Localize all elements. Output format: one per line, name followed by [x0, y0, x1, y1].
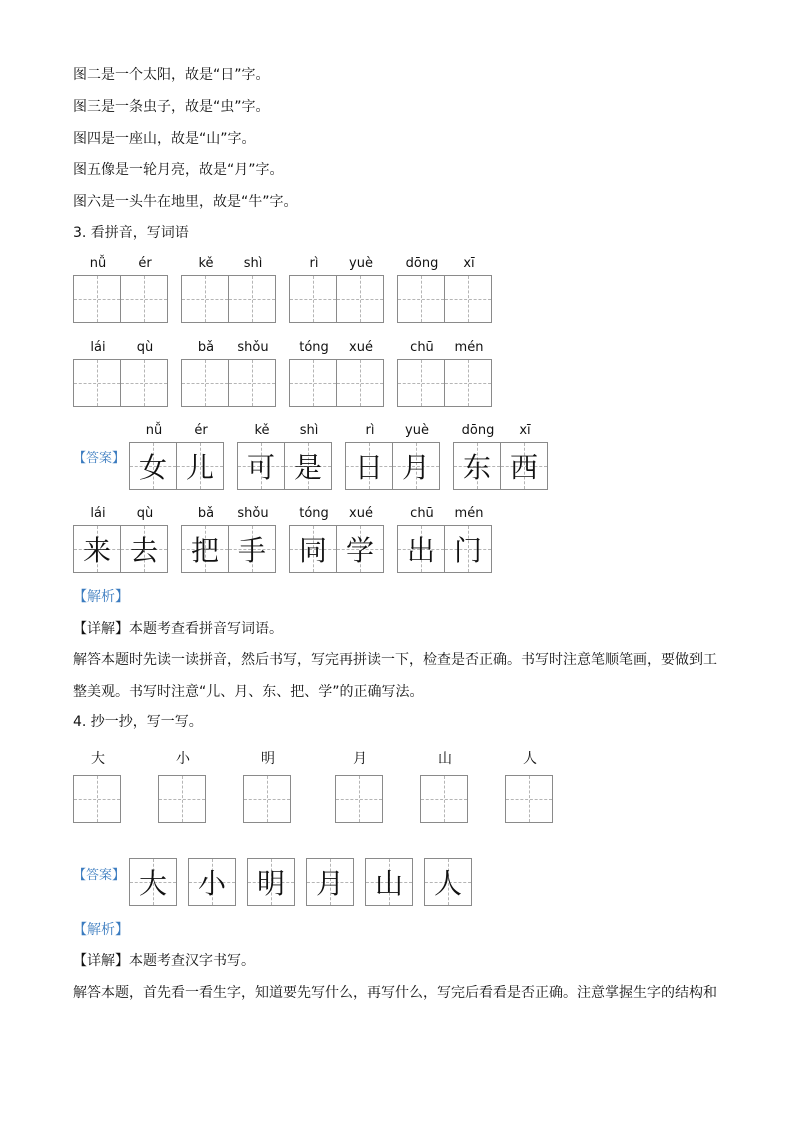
writing-grid-cell[interactable]: [73, 751, 121, 823]
answer-grid-cell: [336, 506, 384, 573]
answer-grid-cell: [176, 423, 224, 490]
question-4-title: 4. 抄一抄，写一写。: [73, 714, 203, 730]
writing-grid-group: [73, 256, 168, 323]
writing-grid-group: [397, 340, 492, 407]
pinyin-label: xī: [519, 423, 531, 438]
answer-tag-q4: 【答案】: [73, 868, 126, 883]
writing-grid-cell[interactable]: [505, 751, 553, 823]
source-character: 明: [261, 751, 275, 767]
writing-grid-group: [289, 256, 384, 323]
analysis-tag-q3: 【解析】: [73, 589, 129, 605]
text-line-2: 图三是一条虫子，故是“虫”字。: [73, 99, 270, 115]
text-line-3: 图四是一座山，故是“山”字。: [73, 131, 256, 147]
source-character: 人: [523, 751, 537, 767]
writing-grid-group: [289, 340, 384, 407]
answer-grid-cell: [129, 858, 177, 906]
copy-write-group: [420, 751, 468, 823]
writing-grid-cell[interactable]: [335, 751, 383, 823]
explain-q3: 解答本题时先读一读拼音，然后书写，写完再拼读一下，检查是否正确。书写时注意笔顺笔画，要做到工整美观。书写时注意“儿、月、东、把、学”的正确写法。: [73, 652, 717, 700]
writing-grid-cell[interactable]: [243, 751, 291, 823]
detail-text-q4: 本题考查汉字书写。: [129, 953, 255, 969]
answer-character: 同: [298, 534, 327, 567]
answer-character: 月: [401, 451, 430, 484]
detail-q4: [73, 952, 255, 970]
answer-character: 大: [138, 867, 167, 900]
answer-character: 女: [138, 451, 167, 484]
pinyin-label: ér: [138, 256, 152, 271]
pinyin-label: chū: [410, 340, 434, 355]
answer-grid-cell: [73, 506, 121, 573]
pinyin-label: shǒu: [237, 506, 269, 521]
pinyin-label: xué: [349, 506, 373, 521]
pinyin-label: shì: [243, 256, 263, 271]
writing-grid-group: [345, 423, 440, 490]
pinyin-label: xī: [463, 256, 475, 271]
answer-grid-cell: [365, 858, 413, 906]
pinyin-label: tóng: [299, 340, 329, 355]
answer-character: 山: [374, 867, 403, 900]
pinyin-label: rì: [365, 423, 375, 438]
explain-q4: 解答本题，首先看一看生字，知道要先写什么，再写什么，写完后看看是否正确。注意掌握生字的结构和: [73, 985, 717, 1001]
writing-grid-cell[interactable]: [444, 340, 492, 407]
answer-group: [188, 858, 236, 906]
answer-character: 去: [129, 534, 158, 567]
pinyin-label: lái: [90, 506, 106, 521]
pinyin-label: kě: [198, 256, 214, 271]
answer-grid-cell: [228, 506, 276, 573]
answer-group: [365, 858, 413, 906]
answer-group: [129, 858, 177, 906]
answer-character: 月: [315, 867, 344, 900]
answer-tag-q3: 【答案】: [73, 451, 126, 466]
writing-grid-group: [73, 506, 168, 573]
writing-grid-cell[interactable]: [120, 256, 168, 323]
pinyin-label: rì: [309, 256, 319, 271]
writing-grid-cell[interactable]: [289, 340, 337, 407]
pinyin-label: bǎ: [197, 506, 215, 521]
writing-grid-cell[interactable]: [336, 256, 384, 323]
answer-character: 来: [82, 534, 111, 567]
writing-grid-group: [181, 256, 276, 323]
writing-grid-cell[interactable]: [73, 256, 121, 323]
answer-grid-cell: [247, 858, 295, 906]
answer-character: 可: [246, 451, 275, 484]
text-line-1: 图二是一个太阳，故是“日”字。: [73, 67, 270, 83]
answer-grid-cell: [188, 858, 236, 906]
writing-grid-group: [181, 340, 276, 407]
answer-grid-cell: [120, 506, 168, 573]
pinyin-label: qù: [136, 340, 154, 355]
text-line-4: 图五像是一轮月亮，故是“月”字。: [73, 162, 284, 178]
pinyin-label: lái: [90, 340, 106, 355]
answer-grid-cell: [289, 506, 337, 573]
pinyin-label: xué: [349, 340, 373, 355]
pinyin-label: dōng: [405, 256, 439, 271]
answer-grid-cell: [129, 423, 177, 490]
question-3-title: 3. 看拼音，写词语: [73, 225, 189, 241]
answer-character: 把: [190, 534, 219, 567]
source-character: 大: [91, 751, 105, 767]
answer-grid-cell: [424, 858, 472, 906]
detail-text-q3: 本题考查看拼音写词语。: [129, 621, 283, 637]
writing-grid-group: [237, 423, 332, 490]
copy-write-group: [158, 751, 206, 823]
pinyin-label: bǎ: [197, 340, 215, 355]
pinyin-label: chū: [410, 506, 434, 521]
answer-grid-cell: [345, 423, 393, 490]
answer-group: [247, 858, 295, 906]
text-line-5: 图六是一头牛在地里，故是“牛”字。: [73, 194, 298, 210]
writing-grid-cell[interactable]: [289, 256, 337, 323]
answer-character: 门: [453, 534, 482, 567]
answer-character: 日: [354, 451, 383, 484]
pinyin-label: yuè: [405, 423, 429, 438]
writing-grid-group: [181, 506, 276, 573]
answer-group: [424, 858, 472, 906]
writing-grid-cell[interactable]: [228, 340, 276, 407]
copy-write-group: [243, 751, 291, 823]
writing-grid-group: [73, 340, 168, 407]
answer-character: 明: [256, 867, 285, 900]
writing-grid-group: [129, 423, 224, 490]
copy-write-group: [505, 751, 553, 823]
writing-grid-cell[interactable]: [181, 256, 229, 323]
answer-character: 人: [433, 867, 462, 900]
copy-write-group: [73, 751, 121, 823]
answer-character: 出: [406, 534, 435, 567]
pinyin-label: shǒu: [237, 340, 269, 355]
pinyin-label: mén: [454, 506, 484, 521]
writing-grid-cell[interactable]: [336, 340, 384, 407]
detail-tag-q3: 【详解】: [73, 621, 129, 637]
answer-grid-cell: [392, 423, 440, 490]
pinyin-label: kě: [254, 423, 270, 438]
writing-grid-cell[interactable]: [397, 256, 445, 323]
answer-grid-cell: [237, 423, 285, 490]
pinyin-label: tóng: [299, 506, 329, 521]
answer-grid-cell: [181, 506, 229, 573]
answer-grid-cell: [306, 858, 354, 906]
copy-write-group: [335, 751, 383, 823]
source-character: 小: [176, 751, 190, 767]
answer-grid-cell: [453, 423, 501, 490]
writing-grid-cell[interactable]: [158, 751, 206, 823]
detail-q3: [73, 620, 283, 638]
writing-grid-cell[interactable]: [120, 340, 168, 407]
writing-grid-cell[interactable]: [228, 256, 276, 323]
answer-character: 手: [237, 534, 266, 567]
writing-grid-group: [289, 506, 384, 573]
writing-grid-cell[interactable]: [181, 340, 229, 407]
answer-character: 东: [462, 451, 491, 484]
answer-character: 学: [345, 534, 374, 567]
writing-grid-group: [397, 506, 492, 573]
writing-grid-group: [397, 256, 492, 323]
answer-character: 是: [293, 451, 322, 484]
pinyin-label: nǚ: [145, 423, 163, 438]
writing-grid-cell[interactable]: [420, 751, 468, 823]
pinyin-label: dōng: [461, 423, 495, 438]
answer-group: [306, 858, 354, 906]
pinyin-label: yuè: [349, 256, 373, 271]
answer-character: 西: [509, 451, 538, 484]
answer-grid-cell: [397, 506, 445, 573]
detail-tag-q4: 【详解】: [73, 953, 129, 969]
writing-grid-group: [453, 423, 548, 490]
answer-character: 儿: [185, 451, 214, 484]
writing-grid-cell[interactable]: [73, 340, 121, 407]
analysis-tag-q4: 【解析】: [73, 922, 129, 938]
pinyin-label: shì: [299, 423, 319, 438]
writing-grid-cell[interactable]: [397, 340, 445, 407]
answer-character: 小: [197, 867, 226, 900]
answer-grid-cell: [500, 423, 548, 490]
source-character: 月: [353, 751, 367, 767]
writing-grid-cell[interactable]: [444, 256, 492, 323]
pinyin-label: qù: [136, 506, 154, 521]
pinyin-label: ér: [194, 423, 208, 438]
answer-grid-cell: [284, 423, 332, 490]
pinyin-label: mén: [454, 340, 484, 355]
source-character: 山: [438, 751, 452, 767]
pinyin-label: nǚ: [89, 256, 107, 271]
answer-grid-cell: [444, 506, 492, 573]
